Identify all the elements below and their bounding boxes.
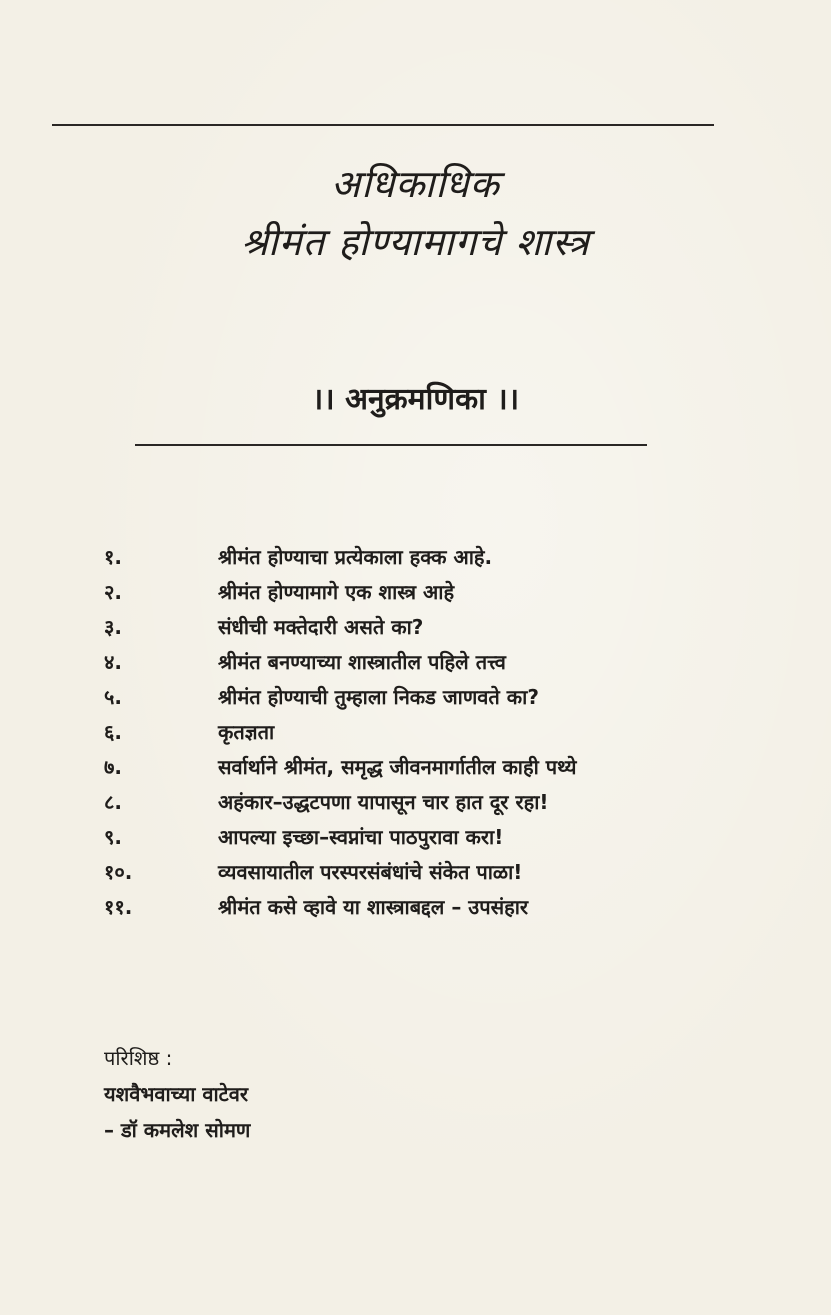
toc-entry-number: २. [104,580,122,604]
toc-entry [104,855,744,890]
toc-entry-number: १०. [104,860,133,884]
book-title-line-2: श्रीमंत होण्यामागचे शास्त्र [241,220,590,264]
toc-entry-number: ५. [104,685,122,709]
toc-entry [104,610,744,645]
toc-entry-title: आपल्या इच्छा–स्वप्नांचा पाठपुरावा करा! [218,825,504,849]
toc-entry-title: श्रीमंत होण्याची तुम्हाला निकड जाणवते का? [218,685,539,709]
appendix-section [104,1040,250,1148]
toc-entry-title: श्रीमंत कसे व्हावे या शास्त्राबद्दल – उपसंहार [218,895,529,919]
toc-entry [104,540,744,575]
toc-entry-number: ३. [104,615,122,639]
toc-entry-number: १. [104,545,122,569]
toc-entry [104,680,744,715]
toc-entry-title: श्रीमंत बनण्याच्या शास्त्रातील पहिले तत्त्व [218,650,506,674]
toc-entry-number: ८. [104,790,122,814]
toc-entry-title: श्रीमंत होण्यामागे एक शास्त्र आहे [218,580,455,604]
toc-entry-number: ७. [104,755,122,779]
toc-entry-title: सर्वार्थाने श्रीमंत, समृद्ध जीवनमार्गातील काही पथ्ये [218,755,577,779]
book-title-line-1: अधिकाधिक [331,162,500,206]
toc-entry-title: अहंकार–उद्धटपणा यापासून चार हात दूर रहा! [218,790,549,814]
toc-entry-number: ४. [104,650,122,674]
toc-entry [104,785,744,820]
toc-entry [104,750,744,785]
toc-entry-number: ६. [104,720,122,744]
toc-entry-title: कृतज्ञता [218,720,275,744]
toc-entry [104,575,744,610]
toc-entry-title: संधीची मक्तेदारी असते का? [218,615,424,639]
toc-entry [104,645,744,680]
toc-divider [135,444,647,446]
toc-entry-title: श्रीमंत होण्याचा प्रत्येकाला हक्क आहे. [218,545,493,569]
table-of-contents [104,540,744,925]
top-divider [52,124,714,126]
toc-entry-number: ९. [104,825,122,849]
appendix-title: यशवैभवाच्या वाटेवर [104,1082,249,1106]
toc-entry [104,820,744,855]
toc-heading: ।। अनुक्रमणिका ।। [311,382,520,417]
toc-entry-number: ११. [104,895,133,919]
appendix-author: – डॉ कमलेश सोमण [104,1118,251,1142]
toc-entry-title: व्यवसायातील परस्परसंबंधांचे संकेत पाळा! [218,860,523,884]
appendix-label: परिशिष्ठ : [104,1046,173,1070]
toc-entry [104,715,744,750]
toc-entry [104,890,744,925]
